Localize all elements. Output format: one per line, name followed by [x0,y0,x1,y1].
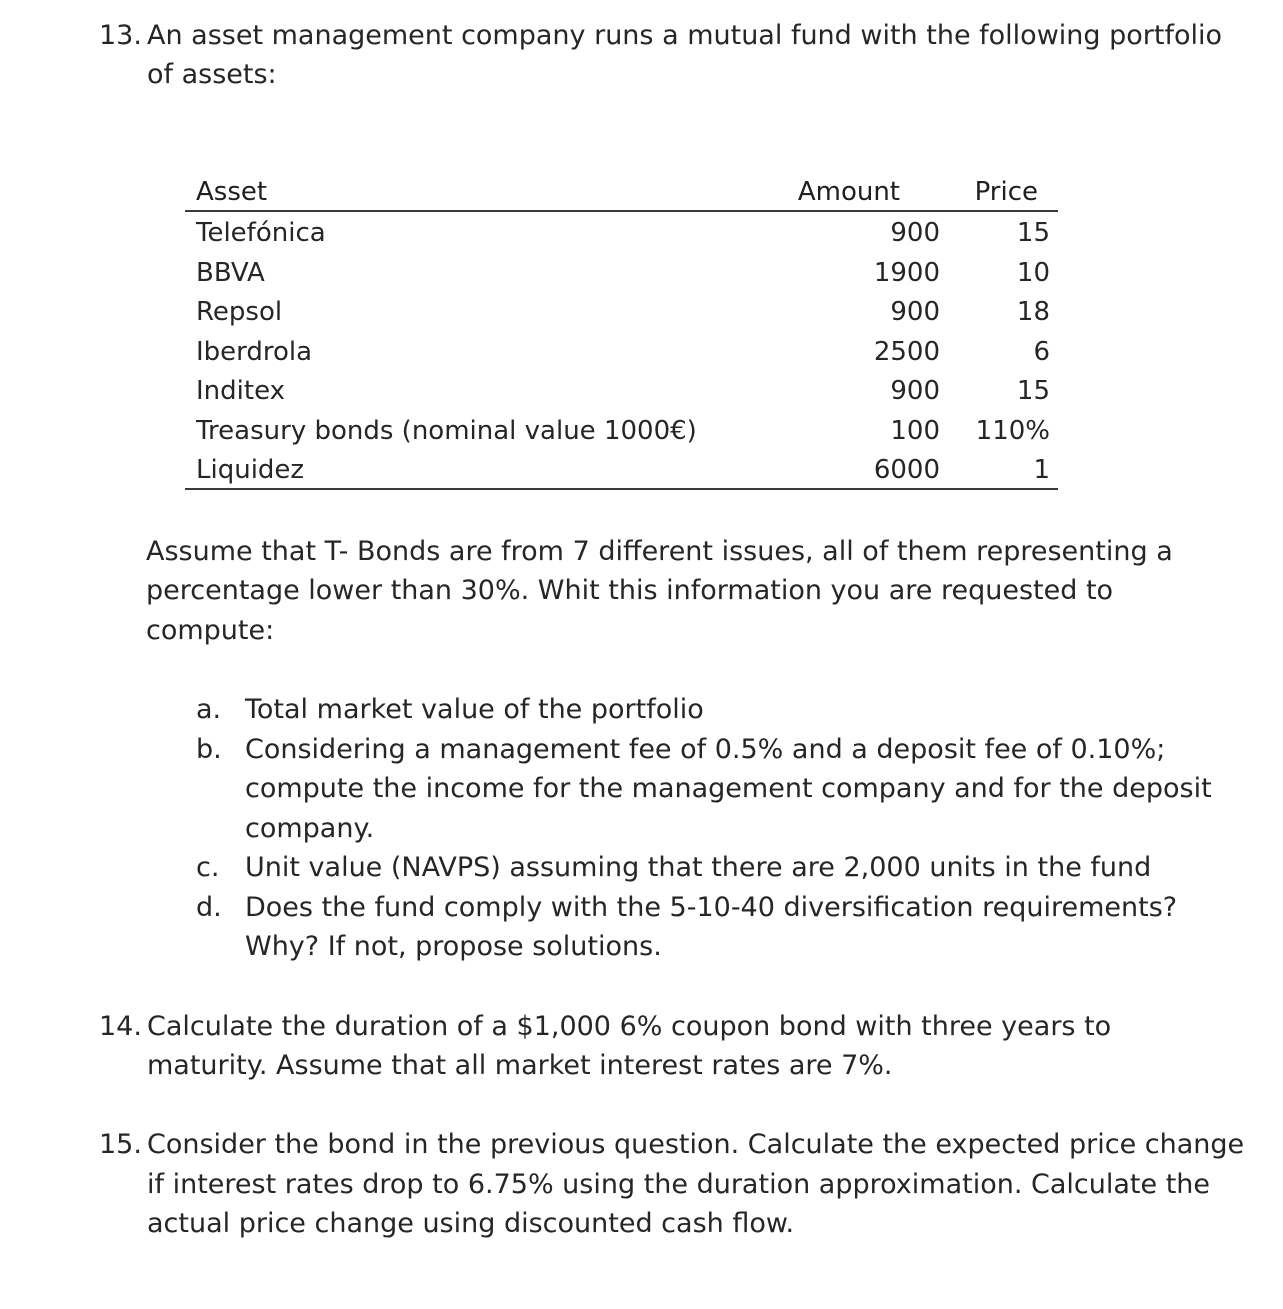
question-13-intro-line1: An asset management company runs a mutual fund with the following portfolio [147,20,1223,51]
item-c-text: Unit value (NAVPS) assuming that there are 2,000 units in the fund [245,852,1152,883]
question-15-number: 15. [99,1129,142,1160]
cell-asset: Treasury bonds (nominal value 1000€) [196,416,697,446]
cell-asset: Iberdrola [196,337,313,367]
question-15-line2: if interest rates drop to 6.75% using the duration approximation. Calculate the [147,1169,1211,1200]
cell-amount: 6000 [873,455,940,485]
question-14-line1: Calculate the duration of a $1,000 6% coupon bond with three years to [147,1011,1112,1042]
cell-asset: BBVA [196,258,265,288]
cell-amount: 900 [890,376,940,406]
question-13-intro-line2: of assets: [147,59,277,90]
table-bottom-rule [185,488,1058,490]
item-b-marker: b. [196,734,222,765]
question-15-line1: Consider the bond in the previous question. Calculate the expected price change [147,1129,1245,1160]
header-asset: Asset [196,177,268,207]
cell-price: 15 [1016,376,1050,406]
item-a-marker: a. [196,694,222,725]
question-15-line3: actual price change using discounted cash flow. [147,1208,795,1239]
item-b-line2: compute the income for the management company and for the deposit [245,773,1212,804]
item-b-line1: Considering a management fee of 0.5% and a deposit fee of 0.10%; [245,734,1166,765]
assumption-line2: percentage lower than 30%. Whit this information you are requested to [146,575,1114,606]
cell-asset: Repsol [196,297,283,327]
item-a-text: Total market value of the portfolio [245,694,704,725]
table-header-rule [185,210,1058,212]
header-amount: Amount [797,177,900,207]
item-b-line3: company. [245,813,375,844]
cell-amount: 900 [890,218,940,248]
cell-price: 6 [1033,337,1050,367]
question-13-number: 13. [99,20,142,51]
cell-asset: Inditex [196,376,285,406]
item-d-line1: Does the fund comply with the 5-10-40 diversification requirements? [245,892,1178,923]
cell-amount: 2500 [873,337,940,367]
cell-asset: Liquidez [196,455,305,485]
cell-amount: 1900 [873,258,940,288]
cell-amount: 900 [890,297,940,327]
cell-price: 18 [1016,297,1050,327]
assumption-line1: Assume that T- Bonds are from 7 different issues, all of them representing a [146,536,1173,567]
item-d-marker: d. [196,892,222,923]
cell-asset: Telefónica [196,218,326,248]
header-price: Price [974,177,1038,207]
cell-price: 110% [975,416,1050,446]
cell-price: 1 [1033,455,1050,485]
item-d-line2: Why? If not, propose solutions. [245,931,662,962]
question-14-number: 14. [99,1011,142,1042]
question-14-line2: maturity. Assume that all market interest rates are 7%. [147,1050,893,1081]
cell-price: 15 [1016,218,1050,248]
item-c-marker: c. [196,852,220,883]
assumption-line3: compute: [146,615,275,646]
cell-price: 10 [1016,258,1050,288]
cell-amount: 100 [890,416,940,446]
